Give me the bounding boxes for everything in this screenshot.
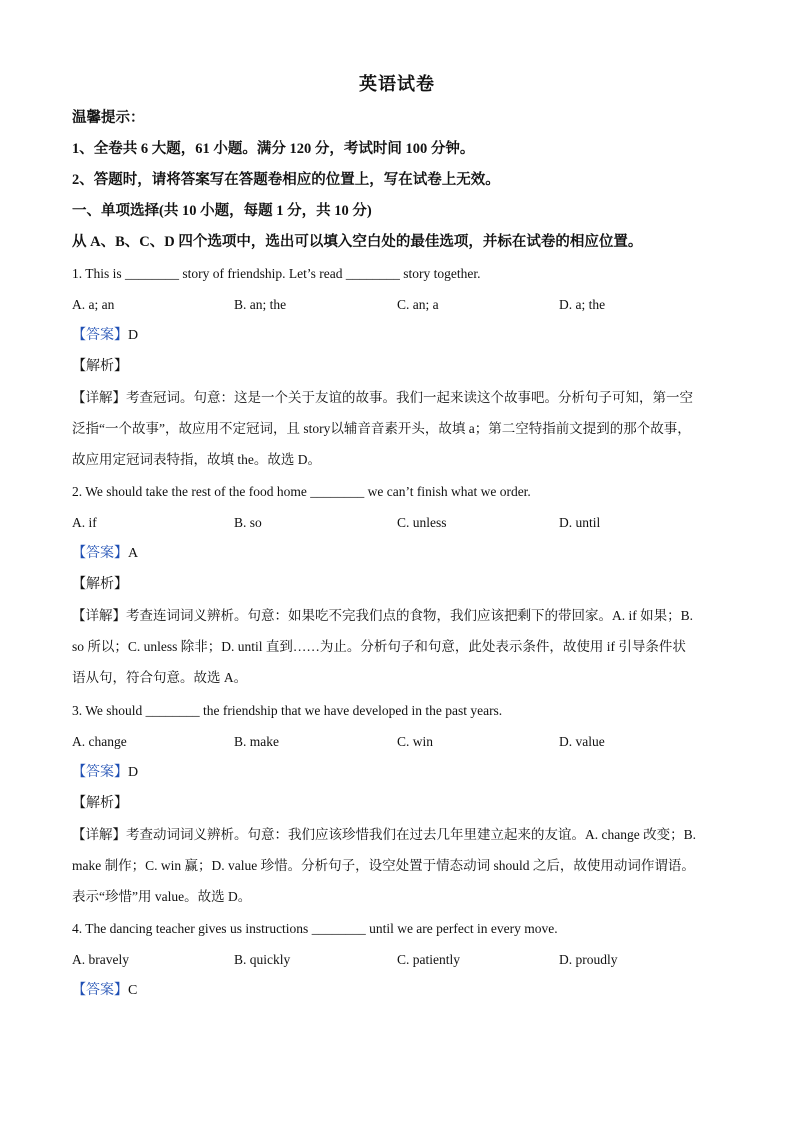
answer-value: C [128,983,138,998]
option-b: B. make [234,734,279,749]
question-1-stem: 1. This is ________ story of friendship. Let’s read ________ story together. [72,266,481,281]
notice-heading: 温馨提示： [72,110,145,126]
detail-line: 【详解】考查连词词义辨析。句意：如果吃不完我们点的食物，我们应该把剩下的带回家。A. if 如果；B. [72,608,693,623]
option-c: C. patiently [397,952,460,967]
answer-value: D [128,328,139,343]
question-2-answer: 【答案】A [72,546,139,561]
option-c: C. win [397,734,434,749]
option-d: D. until [559,515,601,530]
option-a: A. a; an [72,297,115,312]
question-1-detail [72,382,736,475]
section-instruction: 从 A、B、C、D 四个选项中，选出可以填入空白处的最佳选项，并标在试卷的相应位置。 [72,234,643,250]
notice-item-1: 1、全卷共 6 大题，61 小题。满分 120 分，考试时间 100 分钟。 [72,141,475,157]
answer-label: 答案 [86,546,114,561]
question-1-analysis-label: 【解析】 [72,359,128,374]
detail-line: so 所以；C. unless 除非；D. until 直到……为止。分析句子和句意，此处表示条件，故使用 if 引导条件状 [72,639,686,654]
detail-line: 表示“珍惜”用 value。故选 D。 [72,889,252,904]
exam-title: 英语试卷 [359,74,435,94]
option-c: C. unless [397,515,447,530]
question-3-detail [72,819,736,912]
detail-line: 泛指“一个故事”，故应用不定冠词，且 story以辅音音素开头，故填 a；第二空特指前文提到的那个故事， [72,421,691,436]
question-2-detail [72,600,736,693]
option-d: D. a; the [559,297,606,312]
question-3-stem: 3. We should ________ the friendship that we have developed in the past years. [72,703,503,718]
detail-line: 语从句，符合句意。故选 A。 [72,670,248,685]
option-d: D. proudly [559,952,618,967]
option-c: C. an; a [397,297,439,312]
question-2-stem: 2. We should take the rest of the food home ________ we can’t finish what we order. [72,484,531,499]
detail-line: 【详解】考查动词词义辨析。句意：我们应该珍惜我们在过去几年里建立起来的友谊。A. change 改变；B. [72,827,696,842]
section-heading: 一、单项选择(共 10 小题，每题 1 分，共 10 分) [72,203,372,219]
question-3-analysis-label: 【解析】 [72,796,128,811]
question-2-analysis-label: 【解析】 [72,577,128,592]
option-a: A. bravely [72,952,129,967]
option-b: B. so [234,515,262,530]
answer-value: D [128,765,139,780]
answer-label: 答案 [86,328,114,343]
notice-item-2: 2、答题时，请将答案写在答题卷相应的位置上，写在试卷上无效。 [72,172,500,188]
detail-line: 【详解】考查冠词。句意：这是一个关于友谊的故事。我们一起来读这个故事吧。分析句子可知，第一空 [72,390,693,405]
answer-value: A [128,546,139,561]
option-d: D. value [559,734,605,749]
option-a: A. change [72,734,127,749]
answer-label: 答案 [86,765,114,780]
question-1-answer: 【答案】D [72,328,139,343]
answer-label: 答案 [86,983,114,998]
option-b: B. an; the [234,297,287,312]
detail-line: make 制作；C. win 赢；D. value 珍惜。分析句子，设空处置于情态动词 should 之后，故使用动词作谓语。 [72,858,695,873]
detail-line: 故应用定冠词表特指，故填 the。故选 D。 [72,452,321,467]
question-3-answer: 【答案】D [72,765,139,780]
question-4-answer: 【答案】C [72,983,138,998]
question-4-stem: 4. The dancing teacher gives us instructions ________ until we are perfect in every move. [72,921,558,936]
option-b: B. quickly [234,952,291,967]
option-a: A. if [72,515,97,530]
